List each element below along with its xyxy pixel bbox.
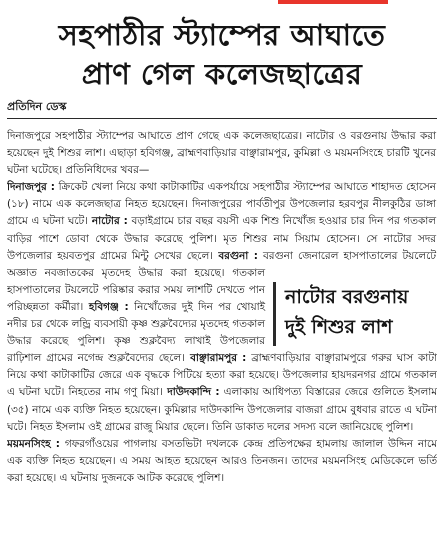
report-daudkandi: এলাকায় আধিপত্য বিস্তারের জেরে গুলিতে ইসলাম (৩৫) নামে এক ব্যক্তি নিহত হয়েছেন। কুমিল্লার দাউদকান্দি উপজেলার বাজরা গ্রামে বুধবার রাতে এ ঘটনা ঘটে। নিহত ইসলাম ওই গ্রামের রাজু মিয়ার ছেলে। তিনি ডাকাত দলের সদস্য বলে জানিয়েছে পুলিশ। (7, 386, 437, 433)
headline-line-1: সহপাঠীর স্ট্যাম্পের আঘাতে (58, 18, 386, 52)
dateline-natore: নাটোর : (87, 215, 128, 228)
byline-divider (7, 118, 437, 119)
report-banchharampur: ব্রাহ্মণবাড়িয়ার বাঞ্ছারামপুরে গরুর ঘাস কাটা নিয়ে কথা কাটাকাটির জেরে এক বৃদ্ধকে পিটিয়ে হত্যা করা হয়েছে। উপজেলার হায়দরনগর গ্রামে গতকাল এ ঘটনা ঘটে। নিহতের নাম গণু মিয়া। (7, 352, 437, 399)
dateline-dinajpur: দিনাজপুর : (7, 181, 55, 194)
callout-spacer (436, 128, 437, 278)
top-color-bar (0, 0, 444, 4)
article-paragraph-1 (7, 128, 437, 179)
report-habiganj: নিখোঁজের দুই দিন পর খোয়াই নদীর চর থেকে লন্ড্রি ব্যবসায়ী কৃষ্ণ শুক্লবৈদ্যের মৃতদেহ গতকাল উদ্ধার করেছে পুলিশ। কৃষ্ণ শুক্লবৈদ্য লাখাই উপজেলার রাঢ়িশাল গ্রামের নগেন্দ্র শুক্লবৈদ্যের ছেলে। (7, 300, 265, 365)
dateline-habiganj: হবিগঞ্জ : (83, 300, 129, 313)
headline (0, 16, 444, 94)
dateline-mymensingh: ময়মনসিংহ : (7, 437, 60, 450)
report-barguna: বরগুনা জেনারেল হাসপাতালের টয়লেটে অজ্ঞাত নবজাতকের মৃতদেহ উদ্ধার করা হয়েছে। গতকাল হাসপাতালের টয়লেটে পরিষ্কার করার সময় লাশটি দেখতে পান পরিচ্ছন্নতা কর্মীরা। (7, 249, 436, 313)
pull-quote-line-2: দুই শিশুর লাশ (285, 316, 393, 338)
byline: প্রতিদিন ডেস্ক (7, 100, 67, 113)
headline-line-2: প্রাণ গেল কলেজছাত্রের (81, 57, 363, 91)
article-intro: দিনাজপুরে সহপাঠীর স্ট্যাম্পের আঘাতে প্রাণ গেছে এক কলেজছাত্রের। নাটোর ও বরগুনায় উদ্ধার করা হয়েছেন দুই শিশুর লাশ। এছাড়া হবিগঞ্জ, ব্রাহ্মণবাড়িয়ার বাঞ্ছারামপুর, কুমিল্লা ও ময়মনসিংহে চারটি খুনের ঘটনা ঘটেছে। প্রতিনিধিদের খবর— (7, 130, 436, 177)
pull-quote (273, 282, 437, 346)
report-dinajpur: ক্রিকেট খেলা নিয়ে কথা কাটাকাটির একপর্যায়ে সহপাঠীর স্ট্যাম্পের আঘাতে শাহাদত হোসেন (১৮) নামে এক কলেজছাত্র নিহত হয়েছেন। দিনাজপুরের পার্বতীপুর উপজেলার হরবপুর নীলকুঠির ডাঙ্গা গ্রামে এ ঘটনা ঘটে। (7, 181, 436, 228)
dateline-barguna: বরগুনা : (212, 249, 258, 262)
report-mymensingh: গফরগাঁওয়ের পাগলায় বসতভিটা দখলকে কেন্দ্র প্রতিপক্ষের হামলায় জালাল উদ্দিন নামে এক ব্যক্তি নিহত হয়েছেন। এ সময় আহত হয়েছেন আরও তিনজন। তাদের ময়মনসিংহ মেডিকেলে ভর্তি করা হয়েছে। এ ঘটনায় দুজনকে আটক করেছে পুলিশ। (7, 437, 437, 484)
top-red-accent (278, 0, 388, 4)
article-paragraph-3 (7, 436, 437, 487)
dateline-daudkandi: দাউদকান্দি : (162, 386, 220, 399)
report-natore: বড়াইগ্রামে চার বছর বয়সী এক শিশু নিখোঁজ হওয়ার চার দিন পর গতকাল বাড়ির পাশে ডোবা থেকে উদ্ধার করেছে পুলিশ। মৃত শিশুর নাম সিয়াম হোসেন। সে নাটোর সদর উপজেলার হয়বতপুর গ্রামের মিন্টু সেখের ছেলে। (7, 215, 437, 262)
dateline-banchharampur: বাঞ্ছারামপুর : (184, 352, 247, 365)
pull-quote-line-1: নাটোর বরগুনায় (285, 286, 409, 308)
article-body (7, 128, 437, 556)
